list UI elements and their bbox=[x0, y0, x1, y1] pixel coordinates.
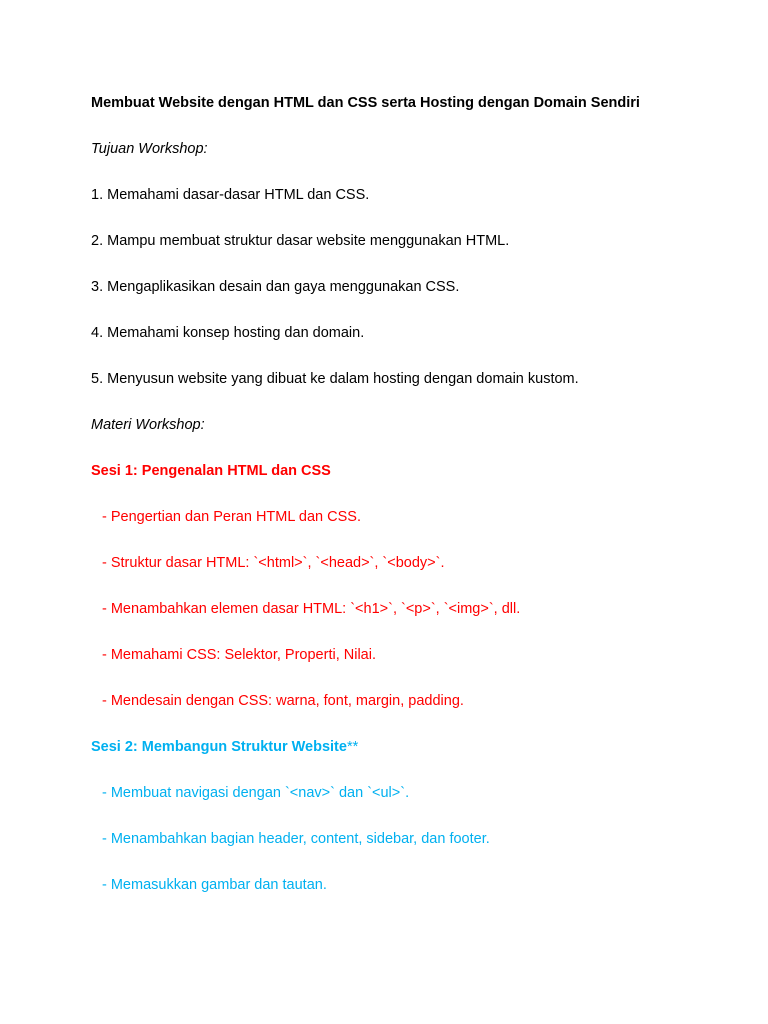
session2-item: - Membuat navigasi dengan `<nav>` dan `<ul>`. bbox=[102, 785, 410, 801]
session2-item: - Memasukkan gambar dan tautan. bbox=[102, 877, 327, 893]
session1-item: - Struktur dasar HTML: `<html>`, `<head>`, `<body>`. bbox=[102, 555, 445, 571]
session1-item: - Mendesain dengan CSS: warna, font, margin, padding. bbox=[102, 693, 464, 709]
document-page bbox=[91, 94, 751, 922]
objectives-heading: Tujuan Workshop: bbox=[91, 141, 208, 157]
session1-item: - Pengertian dan Peran HTML dan CSS. bbox=[102, 509, 361, 525]
objective-item: 2. Mampu membuat struktur dasar website menggunakan HTML. bbox=[91, 233, 510, 249]
session1-heading: Sesi 1: Pengenalan HTML dan CSS bbox=[91, 463, 331, 479]
session2-heading-suffix: ** bbox=[346, 739, 359, 755]
document-title: Membuat Website dengan HTML dan CSS serta Hosting dengan Domain Sendiri bbox=[91, 95, 640, 111]
session2-heading-line bbox=[91, 738, 751, 784]
session1-item: - Memahami CSS: Selektor, Properti, Nilai. bbox=[102, 647, 376, 663]
materials-heading: Materi Workshop: bbox=[91, 417, 205, 433]
session2-heading: Sesi 2: Membangun Struktur Website bbox=[91, 739, 347, 755]
objective-item: 5. Menyusun website yang dibuat ke dalam hosting dengan domain kustom. bbox=[91, 371, 579, 387]
objective-item: 4. Memahami konsep hosting dan domain. bbox=[91, 325, 365, 341]
objective-item: 3. Mengaplikasikan desain dan gaya menggunakan CSS. bbox=[91, 279, 460, 295]
session2-item: - Menambahkan bagian header, content, sidebar, dan footer. bbox=[102, 831, 490, 847]
session1-item: - Menambahkan elemen dasar HTML: `<h1>`, `<p>`, `<img>`, dll. bbox=[102, 601, 521, 617]
objective-item: 1. Memahami dasar-dasar HTML dan CSS. bbox=[91, 187, 370, 203]
